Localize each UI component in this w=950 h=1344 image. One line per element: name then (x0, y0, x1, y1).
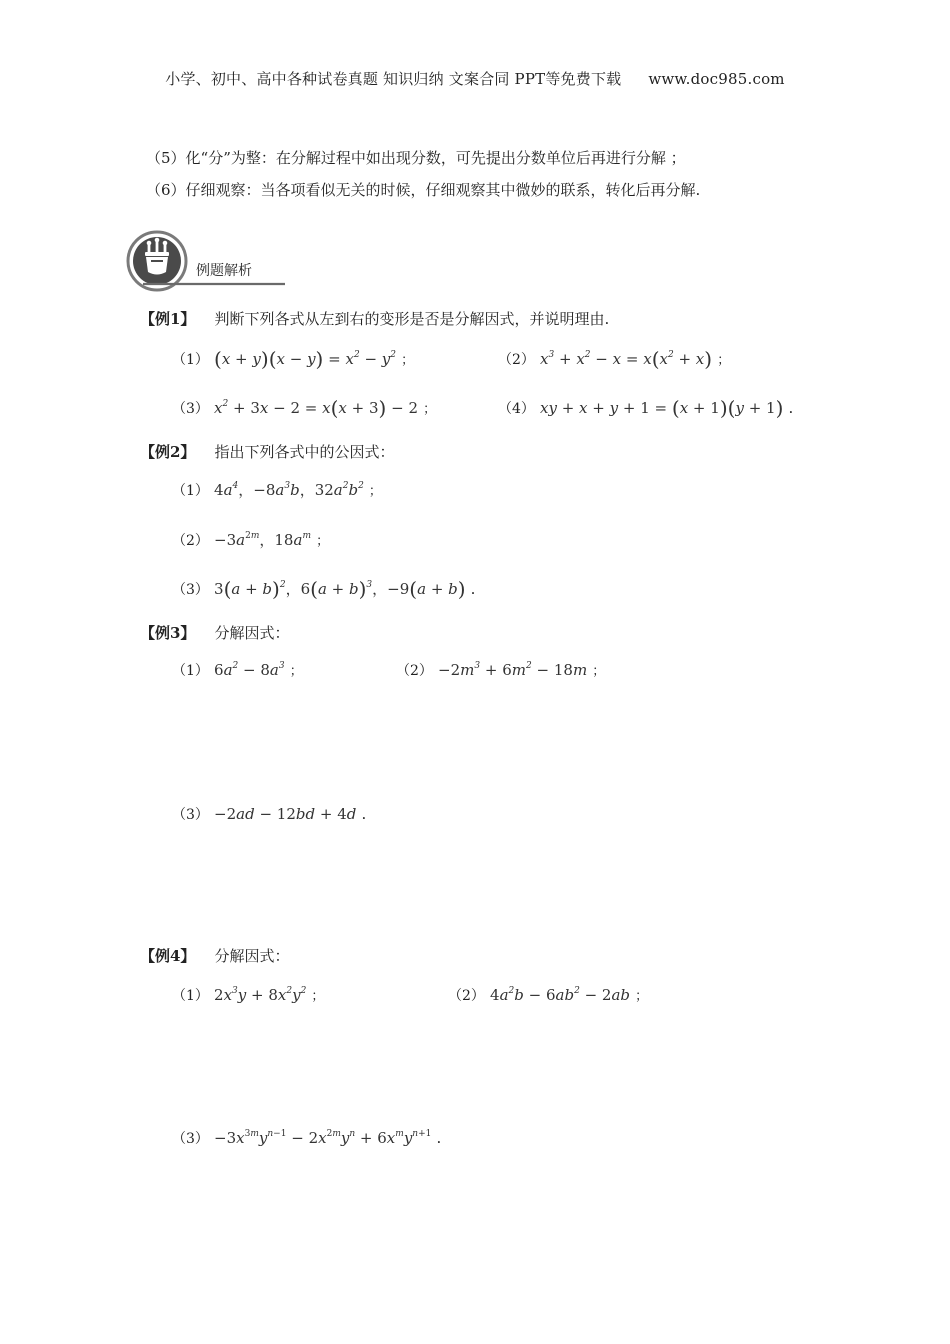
expression: $6a^2 - 8a^3$ (214, 661, 285, 679)
ex1-item-2 (498, 347, 730, 371)
example-2 (140, 441, 395, 462)
header-text: 小学、初中、高中各种试卷真题 知识归纳 文案合同 PPT等免费下载 (165, 70, 622, 88)
example-3 (140, 622, 290, 643)
ex1-item-1 (172, 347, 414, 371)
ex1-item-3 (172, 396, 436, 420)
ex3-item-3 (172, 804, 366, 824)
item-number: （2） (396, 663, 433, 679)
item-number: （1） (172, 988, 209, 1004)
expression: $2x^3y + 8x^2y^2$ (214, 986, 307, 1004)
section-heading (125, 228, 285, 294)
ex1-item-4 (498, 396, 793, 420)
punctuation: ； (316, 534, 330, 549)
expression: $4a^4$，$-8a^3b$，$32a^2b^2$ (214, 481, 364, 499)
item-number: （3） (172, 807, 209, 823)
punctuation: . (788, 399, 794, 417)
section-title: 例题解析 (196, 262, 252, 278)
expression: −2ad − 12bd + 4d (214, 805, 357, 823)
tip-6: （6）仔细观察：当各项看似无关的时候，仔细观察其中微妙的联系，转化后再分解. (146, 181, 701, 199)
item-number: （4） (498, 401, 535, 417)
item-number: （3） (172, 582, 209, 598)
item-number: （1） (172, 483, 209, 499)
item-number: （1） (172, 352, 209, 368)
ex4-item-3 (172, 1128, 441, 1148)
expression: $3(a + b)^2$，$6(a + b)^3$，−9(a + b) (214, 577, 466, 601)
equation: xy + x + y + 1 = (x + 1)(y + 1) (540, 396, 784, 420)
ex4-item-1 (172, 985, 324, 1005)
example-1-prompt: 判断下列各式从左到右的变形是否是分解因式，并说明理由. (214, 310, 610, 328)
ex3-item-2 (396, 660, 605, 680)
equation: $x^2 + 3x - 2 = x(x + 3) - 2$ (214, 396, 418, 420)
tip-5: （5）化“分”为整：在分解过程中如出现分数，可先提出分数单位后再进行分解 ； (146, 149, 686, 167)
page-header (0, 68, 950, 89)
punctuation: ； (289, 664, 303, 679)
punctuation: ； (592, 664, 606, 679)
expression: $4a^2b - 6ab^2 - 2ab$ (490, 986, 630, 1004)
item-number: （3） (172, 401, 209, 417)
expression: $-3x^{3m}y^{n-1} - 2x^{2m}y^n + 6x^my^{n+1}$ (214, 1129, 432, 1147)
item-number: （2） (448, 988, 485, 1004)
punctuation: ； (717, 353, 731, 368)
punctuation: . (470, 580, 476, 598)
expression: $-3a^{2m}$，$18a^m$ (214, 531, 311, 549)
punctuation: ； (368, 484, 382, 499)
example-1 (140, 308, 609, 329)
example-3-prompt: 分解因式： (214, 624, 290, 642)
example-2-prompt: 指出下列各式中的公因式： (214, 443, 395, 461)
example-4-prompt: 分解因式： (214, 947, 290, 965)
expression: $-2m^3 + 6m^2 - 18m$ (438, 661, 588, 679)
ex2-item-3 (172, 577, 475, 601)
ex4-item-2 (448, 985, 648, 1005)
example-4-label: 【例4】 (140, 947, 196, 965)
equation: $x^3 + x^2 - x = x(x^2 + x)$ (540, 347, 713, 371)
item-number: （1） (172, 663, 209, 679)
equation: $(x + y)(x - y) = x^2 - y^2$ (214, 347, 397, 371)
example-2-label: 【例2】 (140, 443, 196, 461)
ex2-item-1 (172, 479, 382, 500)
punctuation: ； (311, 989, 325, 1004)
punctuation: . (361, 805, 367, 823)
item-number: （2） (172, 533, 209, 549)
example-1-label: 【例1】 (140, 310, 196, 328)
item-number: （2） (498, 352, 535, 368)
item-number: （3） (172, 1131, 209, 1147)
ex3-item-1 (172, 660, 303, 680)
punctuation: ； (423, 402, 437, 417)
punctuation: ； (635, 989, 649, 1004)
ex2-item-2 (172, 529, 329, 550)
header-site: www.doc985.com (648, 70, 785, 88)
punctuation: ； (401, 353, 415, 368)
punctuation: . (436, 1129, 442, 1147)
example-4 (140, 945, 290, 966)
example-3-label: 【例3】 (140, 624, 196, 642)
